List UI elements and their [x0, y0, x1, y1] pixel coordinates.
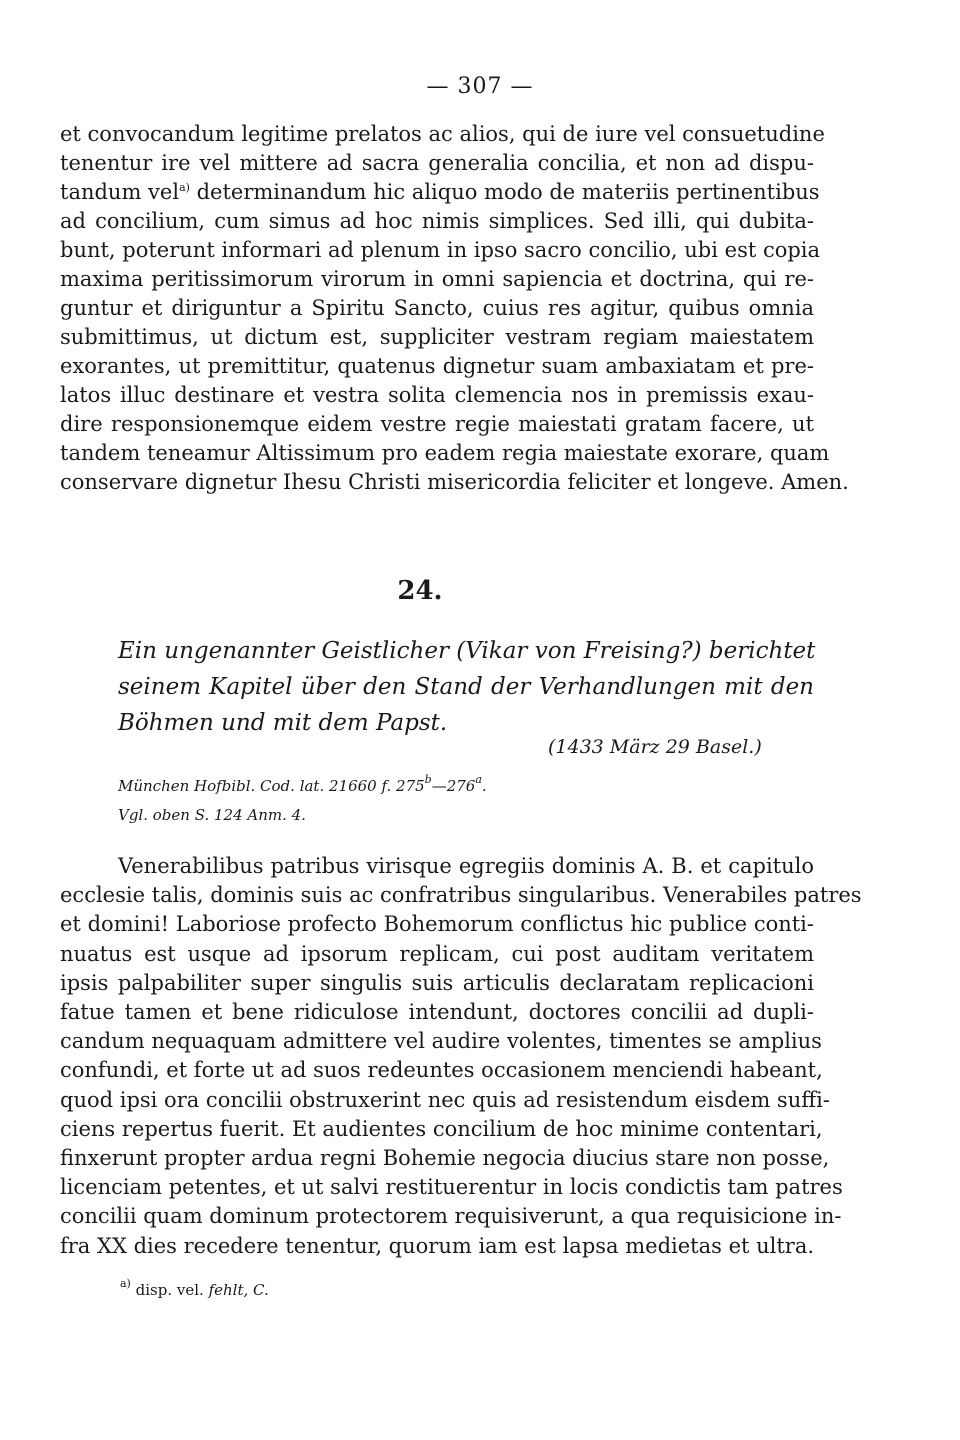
footnote-text: disp. vel.	[130, 1281, 209, 1299]
source-text: München Hofbibl. Cod. lat. 21660 f. 275	[118, 777, 425, 795]
text-line: dire responsionemque eidem vestre regie maiestati gratam facere, ut	[60, 412, 814, 436]
folio-side: a	[475, 773, 482, 786]
continuation-paragraph	[60, 120, 849, 497]
text-line: concilii quam dominum protectorem requisiverunt, a qua requisicione in-	[60, 1204, 842, 1229]
text-line: latos illuc destinare et vestra solita clemencia nos in premissis exau-	[60, 383, 814, 407]
text-line: candum nequaquam admittere vel audire volentes, timentes se amplius	[60, 1029, 822, 1054]
text-line: et domini! Laboriose profecto Bohemorum conflictus hic publice conti-	[60, 912, 814, 937]
text-line	[60, 178, 820, 207]
folio-side: b	[424, 773, 432, 786]
text-line: ipsis palpabiliter super singulis suis articulis declaratam replicacioni	[60, 970, 814, 995]
text-line: Venerabilibus patribus virisque egregiis dominis A. B. et capitulo	[118, 854, 814, 878]
letter-body	[60, 852, 862, 1261]
section-number: 24.	[397, 576, 443, 606]
text-line: tenentur ire vel mittere ad sacra generalia concilia, et non ad dispu-	[60, 151, 814, 175]
footnote	[120, 1277, 269, 1299]
text-line: confundi, et forte ut ad suos redeuntes occasionem menciendi habeant,	[60, 1058, 823, 1083]
text-fragment: tandum vel	[60, 180, 180, 204]
title-line: Böhmen und mit dem Papst.	[118, 710, 448, 736]
text-line: submittimus, ut dictum est, suppliciter vestram regiam maiestatem	[60, 325, 814, 349]
text-line: quod ipsi ora concilii obstruxerint nec quis ad resistendum eisdem suffi-	[60, 1087, 830, 1112]
page-number: — 307 —	[426, 74, 534, 99]
text-line: tandem teneamur Altissimum pro eadem regia maiestate exorare, quam	[60, 441, 830, 465]
text-line: conservare dignetur Ihesu Christi misericordia feliciter et longeve. Amen.	[60, 470, 849, 494]
source-text: —276	[431, 777, 476, 795]
section-title	[118, 633, 814, 741]
text-line: guntur et diriguntur a Spiritu Sancto, cuius res agitur, quibus omnia	[60, 296, 814, 320]
text-line: licenciam petentes, et ut salvi restituerentur in locis condictis tam patres	[60, 1175, 843, 1200]
document-date: (1433 März 29 Basel.)	[548, 736, 762, 758]
text-line: maxima peritissimorum virorum in omni sapiencia et doctrina, qui re-	[60, 267, 814, 291]
text-line: finxerunt propter ardua regni Bohemie negocia diucius stare non posse,	[60, 1146, 830, 1171]
footnote-marker: a)	[120, 1277, 131, 1290]
text-fragment: determinandum hic aliquo modo de materiis pertinentibus	[189, 180, 820, 204]
cross-reference: Vgl. oben S. 124 Anm. 4.	[118, 806, 306, 824]
title-line: seinem Kapitel über den Stand der Verhandlungen mit den	[118, 674, 814, 700]
text-line: bunt, poterunt informari ad plenum in ipso sacro concilio, ubi est copia	[60, 238, 821, 262]
text-line: ad concilium, cum simus ad hoc nimis simplices. Sed illi, qui dubita-	[60, 209, 814, 233]
text-line: nuatus est usque ad ipsorum replicam, cui post auditam veritatem	[60, 941, 814, 966]
source-reference	[118, 773, 487, 795]
text-line: exorantes, ut premittitur, quatenus dignetur suam ambaxiatam et pre-	[60, 354, 814, 378]
title-line: Ein ungenannter Geistlicher (Vikar von Freising?) berichtet	[118, 638, 816, 664]
text-line: ciens repertus fuerit. Et audientes concilium de hoc minime contentari,	[60, 1116, 823, 1141]
text-line: fatue tamen et bene ridiculose intendunt, doctores concilii ad dupli-	[60, 1000, 814, 1025]
source-text: .	[481, 777, 487, 795]
text-line: fra XX dies recedere tenentur, quorum iam est lapsa medietas et ultra.	[60, 1233, 815, 1258]
text-line: ecclesie talis, dominis suis ac confratribus singularibus. Venerabiles patres	[60, 883, 862, 908]
text-line: et convocandum legitime prelatos ac alios, qui de iure vel consuetudine	[60, 122, 825, 146]
footnote-text-italic: fehlt, C.	[208, 1281, 269, 1299]
footnote-ref: a)	[179, 181, 190, 194]
